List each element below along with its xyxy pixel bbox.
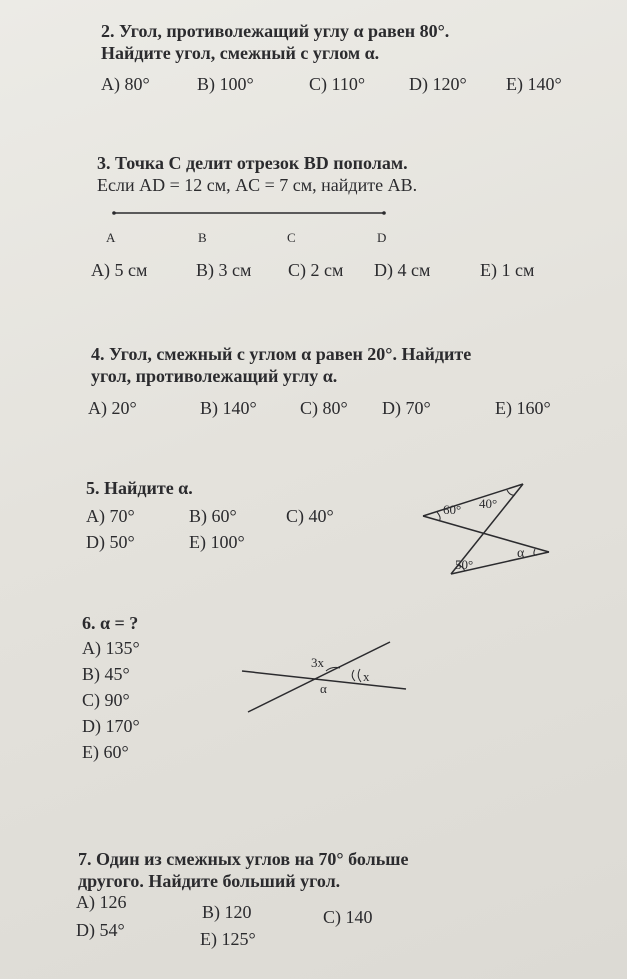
option-a: A) 20° <box>88 398 137 418</box>
point-d-label: D <box>377 230 387 245</box>
question-2 <box>101 20 449 64</box>
option-b: B) 140° <box>200 398 257 418</box>
question-4-text-line1: 4. Угол, смежный с углом α равен 20°. Найдите <box>91 344 472 364</box>
question-2-text-line2: Найдите угол, смежный с углом α. <box>101 43 380 63</box>
point-c-label: C <box>287 230 296 245</box>
option-a: A) 126 <box>76 892 127 912</box>
question-7-text-line1: 7. Один из смежных углов на 70° больше <box>78 849 409 869</box>
option-c: C) 110° <box>309 74 366 94</box>
option-a: A) 5 см <box>91 260 148 280</box>
question-5-options <box>86 506 386 562</box>
option-b: B) 120 <box>202 902 252 922</box>
option-b: B) 3 см <box>196 260 252 280</box>
intersecting-lines-figure <box>236 636 416 716</box>
option-e: E) 125° <box>200 929 256 949</box>
question-6-title: 6. α = ? <box>82 613 139 633</box>
point-a-label: A <box>106 230 116 245</box>
option-a: A) 135° <box>82 638 140 658</box>
question-4 <box>91 343 471 387</box>
triangles-figure <box>415 478 555 583</box>
segment-figure <box>100 200 420 250</box>
angle-40-label: 40° <box>479 496 498 511</box>
option-c: C) 2 см <box>288 260 344 280</box>
angle-3x-label: 3x <box>311 655 324 670</box>
question-5-title: 5. Найдите α. <box>86 478 193 498</box>
option-a: A) 70° <box>86 506 135 526</box>
question-6 <box>82 612 138 634</box>
question-4-text-line2: угол, противолежащий углу α. <box>91 366 338 386</box>
option-b: B) 100° <box>197 74 254 94</box>
angle-x-label: x <box>363 669 370 684</box>
angle-alpha-label: α <box>320 681 327 696</box>
option-d: D) 120° <box>409 74 467 94</box>
question-6-options <box>82 638 202 768</box>
option-e: E) 140° <box>506 74 562 94</box>
option-d: D) 54° <box>76 920 125 940</box>
option-b: B) 45° <box>82 664 130 684</box>
point-b-label: B <box>198 230 207 245</box>
option-c: C) 80° <box>300 398 348 418</box>
option-d: D) 50° <box>86 532 135 552</box>
option-e: E) 1 см <box>480 260 535 280</box>
question-3-text-line2: Если AD = 12 см, AC = 7 см, найдите AB. <box>97 175 418 195</box>
question-2-text-line1: 2. Угол, противолежащий углу α равен 80°. <box>101 21 450 41</box>
option-d: D) 70° <box>382 398 431 418</box>
option-c: C) 90° <box>82 690 130 710</box>
option-d: D) 170° <box>82 716 140 736</box>
question-7 <box>78 848 408 892</box>
option-e: E) 100° <box>189 532 245 552</box>
option-a: A) 80° <box>101 74 150 94</box>
angle-50-label: 50° <box>455 557 474 572</box>
angle-60-label: 60° <box>443 502 462 517</box>
option-c: C) 140 <box>323 907 373 927</box>
question-3-text-line1: 3. Точка C делит отрезок BD пополам. <box>97 153 408 173</box>
question-7-options <box>76 892 436 950</box>
question-3 <box>97 152 417 196</box>
question-7-text-line2: другого. Найдите больший угол. <box>78 871 341 891</box>
option-d: D) 4 см <box>374 260 431 280</box>
option-e: E) 60° <box>82 742 129 762</box>
angle-alpha-label: α <box>517 546 525 561</box>
option-c: C) 40° <box>286 506 334 526</box>
option-b: B) 60° <box>189 506 237 526</box>
option-e: E) 160° <box>495 398 551 418</box>
question-5 <box>86 477 193 499</box>
